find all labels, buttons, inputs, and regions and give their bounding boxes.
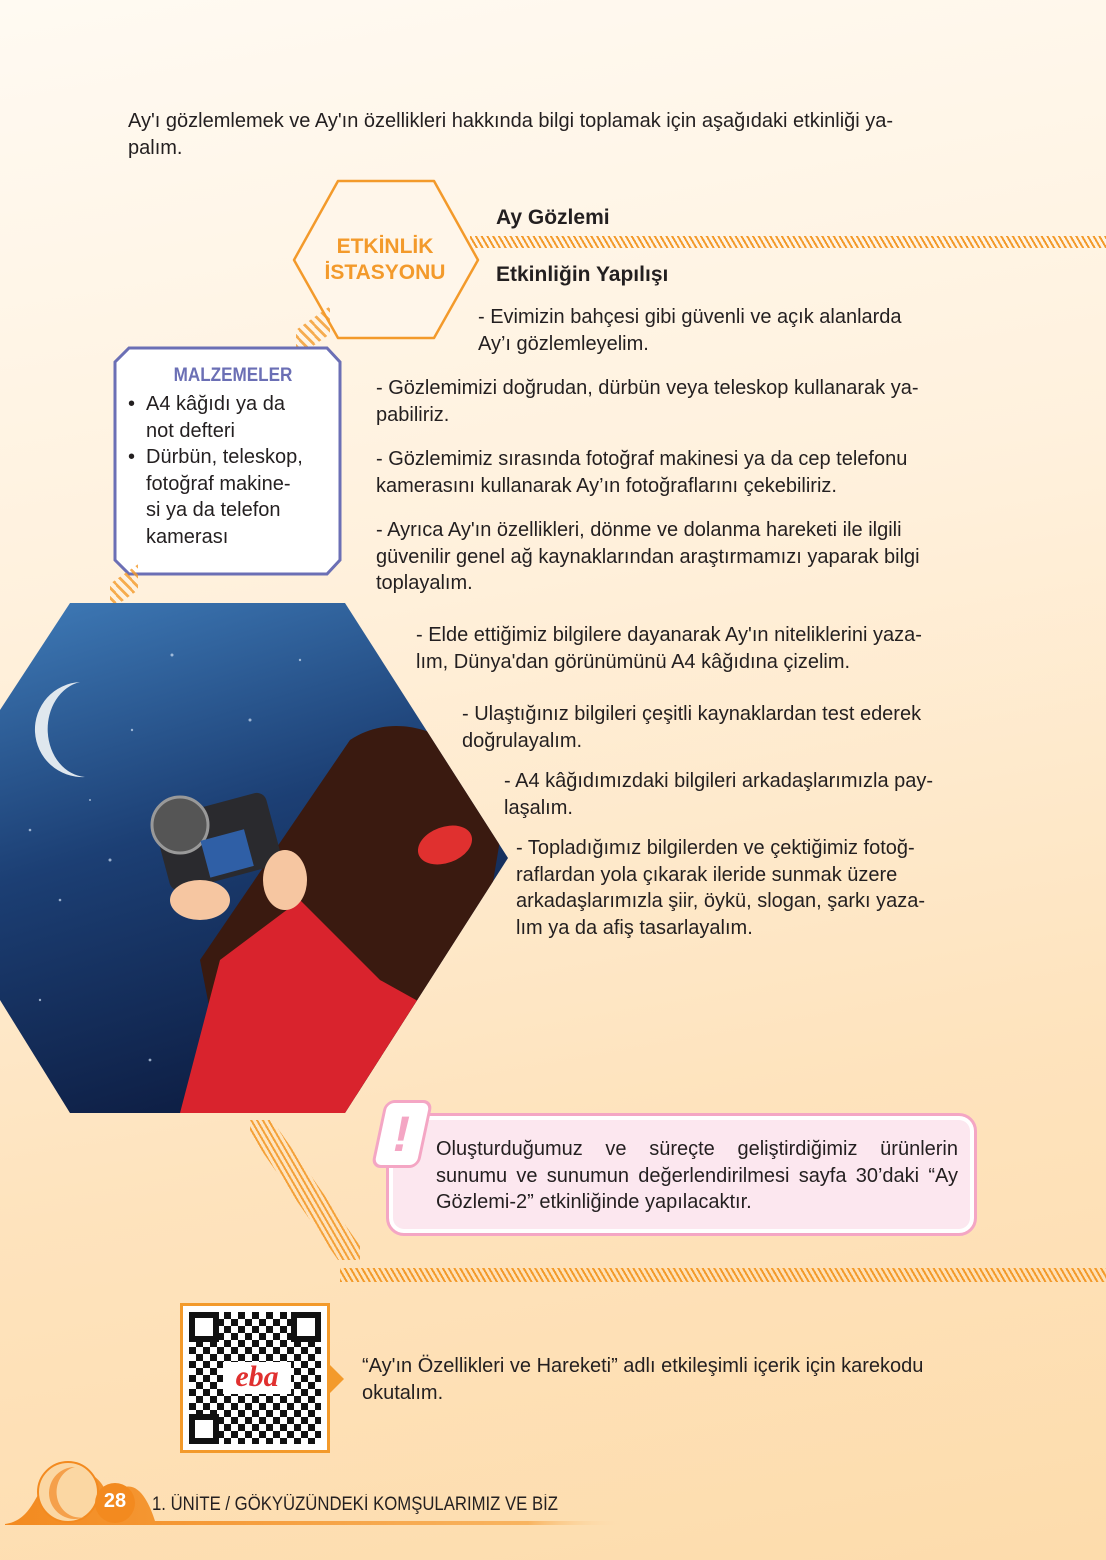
step-3: - Gözlemimiz sırasında fotoğraf makinesi ya da cep telefonu kamerasını kullanarak Ay’ın fotoğraflarını çekebiliriz. [376,448,908,497]
step-2: - Gözlemimizi doğrudan, dürbün veya teleskop kullanarak ya- pabiliriz. [376,377,919,426]
material-text: Dürbün, teleskop, fotoğraf makine- si ya da telefon kamerası [146,446,303,548]
note-text: Oluşturduğumuz ve süreçte geliştirdiğimiz ürünlerin sunumu ve sunumun değerlendirilmesi sayfa 30’daki “Ay Gözlemi-2” etkinliğinde yapılacaktır. [436,1138,958,1213]
material-item: • Dürbün, teleskop, fotoğraf makine- si ya da telefon kamerası [128,446,303,548]
procedure-title: Etkinliğin Yapılışı [496,263,669,286]
moon-observation-illustration [0,600,515,1120]
step-5: - Elde ettiğimiz bilgilere dayanarak Ay'ın niteliklerini yaza- lım, Dünya'dan görünümünü A4 kâğıdına çizelim. [416,624,922,673]
station-line2: İSTASYONU [324,261,446,284]
material-item: • A4 kâğıdı ya da not defteri [128,393,285,442]
intro-text: Ay'ı gözlemlemek ve Ay'ın özellikleri hakkında bilgi toplamak için aşağıdaki etkinliği ya- palım. [128,110,894,159]
material-text: A4 kâğıdı ya da not defteri [146,393,285,442]
exclamation-icon: ! [371,1100,433,1168]
arrow-icon [330,1365,344,1393]
page-number: 28 [103,1490,127,1512]
step-4: - Ayrıca Ay'ın özellikleri, dönme ve dolanma hareketi ile ilgili güvenilir genel ağ kaynaklarından araştırmamızı yaparak bilgi toplayalım. [376,519,920,594]
step-8: - Topladığımız bilgilerden ve çektiğimiz fotoğ- raflardan yola çıkarak ileride sunmak üzere arkadaşlarımızla şiir, öykü, slogan, şarkı yaza- lım ya da afiş tasarlayalım. [516,837,926,939]
qr-code[interactable] [180,1303,330,1453]
info-note [386,1113,977,1236]
eba-logo: eba [223,1362,291,1394]
step-1: - Evimizin bahçesi gibi güvenli ve açık alanlarda Ay’ı gözlemleyelim. [478,306,902,355]
station-line1: ETKİNLİK [336,235,434,258]
unit-title: 1. ÜNİTE / GÖKYÜZÜNDEKİ KOMŞULARIMIZ VE BİZ [152,1494,558,1515]
step-6: - Ulaştığınız bilgileri çeşitli kaynaklardan test ederek doğrulayalım. [462,703,922,752]
station-label [293,234,477,286]
section-divider [340,1268,1106,1282]
decor-hatch [250,1120,360,1260]
materials-title: MALZEMELER [173,365,293,386]
footer-ornament [0,1455,620,1530]
title-underline [470,236,1106,248]
activity-title: Ay Gözlemi [496,206,610,229]
qr-text: “Ay'ın Özellikleri ve Hareketi” adlı etkileşimli içerik için karekodu okutalım. [362,1355,924,1404]
step-7: - A4 kâğıdımızdaki bilgileri arkadaşlarımızla pay- laşalım. [504,770,934,819]
